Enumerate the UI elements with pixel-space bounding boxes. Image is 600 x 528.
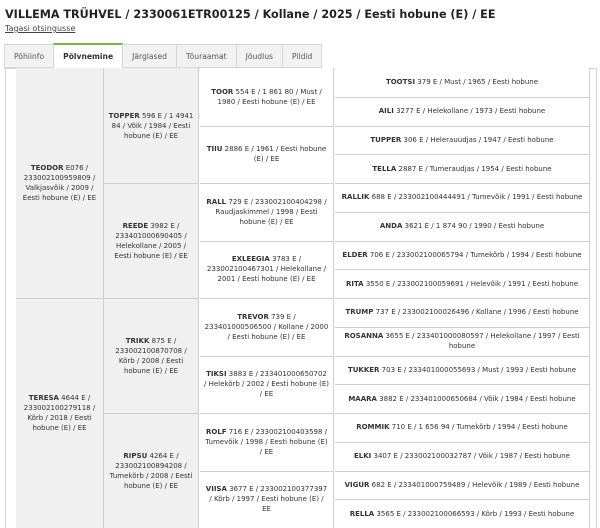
- horse-info: 306 E / Helerauudjas / 1947 / Eesti hobune: [401, 135, 554, 144]
- pedigree-entry: [108, 111, 194, 141]
- row-divider: [335, 269, 589, 270]
- horse-name-link[interactable]: RALLIK: [341, 193, 370, 202]
- pedigree-gen3-cell: [200, 68, 333, 126]
- horse-name-link[interactable]: TREVOR: [237, 312, 269, 321]
- pedigree-entry: [350, 509, 575, 519]
- horse-name-link[interactable]: ANDA: [379, 222, 403, 231]
- row-divider: [335, 97, 589, 98]
- back-to-search-link[interactable]: Tagasi otsingusse: [5, 24, 76, 33]
- pedigree-gen4-cell: [335, 413, 589, 442]
- horse-info: 3677 E / 233002100377397 / Kõrb / 1997 / Eesti hobune (E) / EE: [209, 485, 328, 514]
- pedigree-entry: [339, 331, 585, 351]
- horse-info: E076 / 233002100959809 / Valkjasvõik / 2009 / Eesti hobune (E) / EE: [22, 164, 97, 202]
- horse-info: 3621 E / 1 874 90 / 1990 / Eesti hobune: [402, 222, 545, 231]
- pedigree-gen4-cell: [335, 212, 589, 241]
- horse-info: 3882 E / 233401000650684 / Võik / 1984 / Eesti hobune: [376, 394, 576, 403]
- row-divider: [200, 298, 333, 299]
- horse-info: 737 E / 233002100026496 / Kollane / 1996 / Eesti hobune: [373, 308, 579, 317]
- row-divider: [104, 183, 198, 184]
- pedigree-entry: [354, 451, 570, 461]
- pedigree-gen3-cell: [200, 413, 333, 471]
- pedigree-gen3-cell: [200, 298, 333, 356]
- horse-name-link[interactable]: TIKSI: [206, 370, 227, 379]
- tab-jarglased[interactable]: Järglased: [122, 44, 177, 68]
- pedigree-gen4-cell: [335, 499, 589, 528]
- horse-name-link[interactable]: TELLA: [372, 164, 397, 173]
- horse-info: 716 E / 233002100403598 / Tumevõik / 1998 / Eesti hobune (E) / EE: [205, 427, 328, 456]
- pedigree-entry: [372, 164, 551, 174]
- pedigree-entry: [348, 394, 575, 404]
- row-divider: [104, 298, 198, 299]
- pedigree-entry: [204, 427, 329, 457]
- pedigree-entry: [380, 221, 544, 231]
- horse-info: 3783 E / 233002100467301 / Helekollane / 2001 / Eesti hobune (E) / EE: [206, 255, 327, 284]
- horse-info: 554 E / 1 861 80 / Must / 1980 / Eesti hobune (E) / EE: [217, 87, 322, 106]
- horse-info: 4644 E / 233002100279118 / Kõrb / 2018 / Eesti hobune (E) / EE: [23, 394, 96, 432]
- horse-name-link[interactable]: RITA: [345, 279, 364, 288]
- pedigree-entry: [204, 369, 329, 399]
- horse-name-link[interactable]: AILI: [378, 107, 394, 116]
- horse-info: 729 E / 233002100404298 / Raudjaskimmel / 1998 / Eesti hobune (E) / EE: [215, 197, 327, 226]
- row-divider: [335, 126, 589, 127]
- pedigree-gen4-cell: [335, 327, 589, 356]
- horse-name-link[interactable]: ROMMIK: [356, 423, 390, 432]
- pedigree-entry: [342, 250, 581, 260]
- horse-name-link[interactable]: TRIKK: [125, 336, 150, 345]
- pedigree-gen3-cell: [200, 471, 333, 528]
- pedigree-gen4-cell: [335, 126, 589, 155]
- row-divider: [335, 384, 589, 385]
- horse-info: 3655 E / 233401000080597 / Helekollane / 1997 / Eesti hobune: [383, 332, 580, 351]
- horse-info: 2886 E / 1961 / Eesti hobune (E) / EE: [222, 145, 327, 164]
- horse-info: 875 E / 233002100870708 / Kõrb / 2008 / Eesti hobune (E) / EE: [115, 336, 187, 375]
- pedigree-entry: [345, 480, 580, 490]
- pedigree-gen3-cell: [200, 126, 333, 184]
- horse-name-link[interactable]: TOPPER: [108, 111, 140, 120]
- pedigree-gen2-cell: [104, 298, 198, 413]
- pedigree-entry: [20, 393, 99, 433]
- horse-info: 3565 E / 233002100066593 / Kõrb / 1993 / Eesti hobune: [374, 509, 575, 518]
- pedigree-entry: [108, 451, 194, 491]
- tab-touraamat[interactable]: Tõuraamat: [176, 44, 237, 68]
- pedigree-gen4-cell: [335, 68, 589, 97]
- horse-info: 596 E / 1 4941 84 / Võik / 1984 / Eesti hobune (E) / EE: [111, 111, 194, 140]
- row-divider: [200, 126, 333, 127]
- horse-name-link[interactable]: TOOR: [211, 87, 234, 96]
- row-divider: [335, 298, 589, 299]
- pedigree-table: [5, 68, 597, 528]
- pedigree-gen4-cell: [335, 356, 589, 385]
- pedigree-entry: [204, 254, 329, 284]
- row-divider: [16, 298, 103, 299]
- pedigree-entry: [204, 87, 329, 107]
- column-divider: [198, 68, 199, 528]
- horse-name-link[interactable]: REEDE: [122, 221, 149, 230]
- row-divider: [335, 212, 589, 213]
- horse-name-link[interactable]: TEODOR: [30, 164, 64, 172]
- horse-name-link[interactable]: ROLF: [205, 427, 227, 436]
- pedigree-gen4-cell: [335, 183, 589, 212]
- horse-name-link[interactable]: ROSANNA: [344, 332, 384, 341]
- pedigree-gen4-cell: [335, 97, 589, 126]
- horse-name-link[interactable]: RALL: [206, 197, 227, 206]
- pedigree-gen4-cell: [335, 384, 589, 413]
- pedigree-gen4-cell: [335, 154, 589, 183]
- row-divider: [200, 356, 333, 357]
- horse-info: 379 E / Must / 1965 / Eesti hobune: [415, 78, 539, 87]
- pedigree-gen4-cell: [335, 269, 589, 298]
- row-divider: [335, 241, 589, 242]
- pedigree-entry: [386, 77, 538, 87]
- horse-info: 4264 E / 233002100894208 / Tumekõrb / 2008 / Eesti hobune (E) / EE: [109, 451, 193, 490]
- pedigree-entry: [204, 144, 329, 164]
- horse-name-link[interactable]: RIPSU: [123, 451, 148, 460]
- tab-pohiinfo[interactable]: Põhiinfo: [4, 44, 54, 68]
- horse-name-link[interactable]: MAARA: [348, 394, 377, 403]
- pedigree-gen4-cell: [335, 442, 589, 471]
- row-divider: [200, 413, 333, 414]
- pedigree-gen2-cell: [104, 68, 198, 183]
- tab-bar: [4, 44, 321, 69]
- pedigree-gen3-cell: [200, 241, 333, 299]
- pedigree-gen4-cell: [335, 298, 589, 327]
- pedigree-entry: [342, 192, 583, 202]
- horse-name-link[interactable]: TOOTSI: [385, 78, 416, 87]
- pedigree-entry: [379, 106, 546, 116]
- pedigree-entry: [346, 279, 578, 289]
- horse-name-link[interactable]: TUKKER: [347, 365, 380, 374]
- page-title: VILLEMA TRÜHVEL / 2330061ETR00125 / Kollane / 2025 / Eesti hobune (E) / EE: [5, 8, 496, 21]
- horse-name-link[interactable]: TRUMP: [345, 308, 374, 317]
- horse-info: 3883 E / 233401000650702 / Helekõrb / 2002 / Eesti hobune (E) / EE: [204, 370, 329, 399]
- pedigree-entry: [108, 221, 194, 261]
- horse-name-link[interactable]: VIGUR: [344, 480, 370, 489]
- horse-info: 2887 E / Tumeraudjas / 1954 / Eesti hobune: [396, 164, 552, 173]
- horse-name-link[interactable]: VIISA: [205, 485, 227, 494]
- row-divider: [200, 241, 333, 242]
- row-divider: [335, 183, 589, 184]
- pedigree-gen3-cell: [200, 356, 333, 414]
- tab-polvnemine[interactable]: Põlvnemine: [53, 43, 123, 69]
- pedigree-entry: [345, 307, 578, 317]
- column-divider: [589, 68, 590, 528]
- horse-info: 703 E / 233401000055693 / Must / 1993 / Eesti hobune: [379, 365, 577, 374]
- pedigree-gen4-cell: [335, 471, 589, 500]
- horse-info: 3550 E / 233002100059691 / Helevõik / 1991 / Eesti hobune: [363, 279, 579, 288]
- pedigree-gen4-cell: [335, 241, 589, 270]
- tab-pildid[interactable]: Pildid: [282, 44, 322, 68]
- horse-info: 3982 E / 233401000690405 / Helekollane / 2005 / Eesti hobune (E) / EE: [114, 221, 188, 260]
- horse-info: 3407 E / 233002100032787 / Võik / 1987 / Eesti hobune: [371, 452, 570, 461]
- horse-name-link[interactable]: TERESA: [28, 394, 59, 402]
- row-divider: [200, 471, 333, 472]
- pedigree-gen1-cell: [16, 68, 103, 298]
- horse-info: 688 E / 233002100444491 / Tumevõik / 1991 / Eesti hobune: [369, 193, 583, 202]
- horse-info: 3277 E / Helekollane / 1973 / Eesti hobune: [393, 107, 546, 116]
- horse-name-link[interactable]: ELDER: [342, 250, 368, 259]
- pedigree-gen2-cell: [104, 413, 198, 528]
- pedigree-gen1-cell: [16, 298, 103, 528]
- row-divider: [200, 183, 333, 184]
- horse-info: 682 E / 233401000759489 / Helevõik / 1989 / Eesti hobune: [369, 480, 580, 489]
- horse-name-link[interactable]: TUPPER: [370, 135, 402, 144]
- row-divider: [335, 413, 589, 414]
- horse-name-link[interactable]: ELKI: [354, 452, 372, 461]
- pedigree-entry: [370, 135, 553, 145]
- pedigree-gen2-cell: [104, 183, 198, 298]
- horse-name-link[interactable]: RELLA: [349, 509, 375, 518]
- horse-name-link[interactable]: EXLEEGIA: [231, 255, 270, 264]
- horse-info: 706 E / 233002100065794 / Tumekõrb / 1994 / Eesti hobune: [367, 250, 582, 259]
- horse-info: 710 E / 1 656 94 / Tumekõrb / 1994 / Eesti hobune: [389, 423, 568, 432]
- pedigree-entry: [356, 422, 568, 432]
- pedigree-entry: [204, 197, 329, 227]
- pedigree-entry: [348, 365, 576, 375]
- row-divider: [335, 442, 589, 443]
- row-divider: [104, 413, 198, 414]
- pedigree-entry: [204, 312, 329, 342]
- horse-name-link[interactable]: TIIU: [206, 145, 223, 154]
- pedigree-gen3-cell: [200, 183, 333, 241]
- row-divider: [335, 154, 589, 155]
- column-divider: [333, 68, 334, 528]
- pedigree-entry: [20, 163, 99, 203]
- pedigree-entry: [204, 484, 329, 514]
- pedigree-entry: [108, 336, 194, 376]
- row-divider: [335, 356, 589, 357]
- row-divider: [335, 499, 589, 500]
- row-divider: [335, 471, 589, 472]
- tab-joudlus[interactable]: Jõudlus: [236, 44, 283, 68]
- row-divider: [335, 327, 589, 328]
- horse-info: 739 E / 233401000506500 / Kollane / 2000 / Eesti hobune (E) / EE: [204, 312, 329, 341]
